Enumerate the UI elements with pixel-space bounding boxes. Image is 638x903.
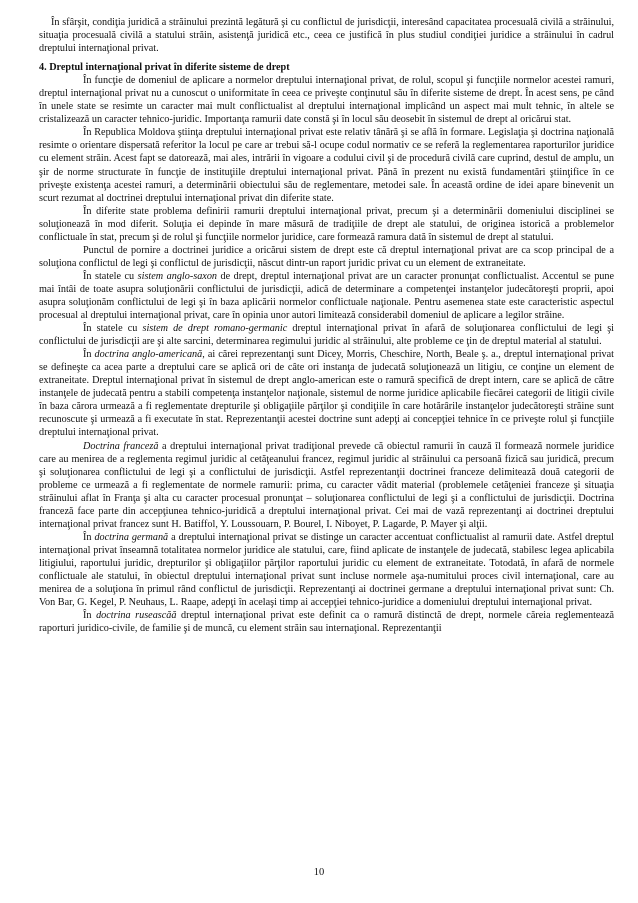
paragraph-7-rest: , ai cărei reprezentanţi sunt Dicey, Morris, Cheschire, North, Beale ş. a., dreptul internaţional privat se defineşte ca acea parte a dreptului care se aplică ori de câte ori instanţa de judecată soluţionează un litigiu, ce conţine un element de extraneitate. Dreptul internaţional privat în sistemul de drept anglo-american este o ramură specifică de drept intern, care se aplică de către instanţele de judecată pentru a stabili competenţa instanţelor naţionale, sistemul de norme juridice aplicabile fiecărei categorii de litigii civile în baza cărora urmează a fi reglementate drepturile şi obligaţiile părţilor şi condiţiile în care hotărârile instanţelor judecătoreşti străine sunt recunoscute şi urmează a fi executate în stat. Reprezentanţii acestei doctrine sunt adepţi ai concepţiei tehnice în ce priveşte rolul şi funcţiile dreptului internaţional privat. bbox=[39, 349, 614, 439]
paragraph-7 bbox=[39, 348, 614, 439]
paragraph-5-lead: În statele cu bbox=[83, 270, 138, 282]
paragraph-10-emphasis: doctrina ruseascăă bbox=[96, 610, 177, 622]
paragraph-4: Punctul de pornire a doctrinei juridice a oricărui sistem de drept este că dreptul internaţional privat are ca scop principal de a soluţiona conflictul de legi şi conflictul de jurisdicţii, născut dintr-un raport juridic privat cu un element de extraneitate. bbox=[39, 244, 614, 269]
paragraph-1: În funcţie de domeniul de aplicare a normelor dreptului internaţional privat, de rolul, scopul şi funcţiile normelor acestei ramuri, dreptul internaţional privat nu a cunoscut o uniformitate în ceea ce priveşte conţinutul său în diferite sisteme de drept. În acest sens, pe când în unele state se resimte un caracter mai mult conflictualist al dreptului internaţional implicând un aspect mai mult tehnic, în altele se cristalizează un caracter tehnico-juridic. Importanţa ramurii date constă şi în locul său deosebit în sistemul de drept al oricărui stat. bbox=[39, 75, 614, 126]
paragraph-2: În Republica Moldova ştiinţa dreptului internaţional privat este relativ tânără şi se află în formare. Legislaţia şi doctrina naţională resimte o orientare dispersată referitor la locul pe care ar trebui să-l ocupe codul normativ ce se referă la reglementarea raporturilor juridice cu element străin. Acest fapt se datorează, mai ales, intrării în vigoare a codului civil şi de procedură civilă care cuprind, destul de amplu, un şir de norme structurate în funcţie de instituţiile dreptului internaţional privat. Până în prezent nu există fundamentări ştiinţifice în ce priveşte existenţa acestei ramuri, a determinării obiectului său de reglementare, metodei sale. În această ordine de idei apare binevenit un scurt rezumat al doctrinei dreptului internaţional privat din diferite state. bbox=[39, 127, 614, 204]
page-number: 10 bbox=[313, 867, 325, 878]
paragraph-10 bbox=[39, 609, 614, 635]
paragraph-6-emphasis: sistem de drept romano-germanic bbox=[142, 323, 288, 335]
paragraph-8-emphasis: Doctrina franceză bbox=[83, 440, 159, 452]
paragraph-5-emphasis: sistem anglo-saxon bbox=[137, 270, 218, 282]
paragraph-6 bbox=[39, 322, 614, 348]
section-heading: 4. Dreptul internaţional privat în diferite sisteme de drept bbox=[39, 62, 290, 74]
paragraph-6-rest: dreptul internaţional privat în afară de soluţionarea conflictului de legi şi conflictului de jurisdicţii are şi alte sarcini, determinarea regimului juridic al străinului, alte probleme ce ţin de dreptul material al statului. bbox=[39, 323, 614, 348]
paragraph-9-lead: În bbox=[83, 531, 95, 543]
paragraph-10-rest: dreptul internaţional privat este definit ca o ramură distinctă de drept, normele căreia reglementează raporturi juridico-civile, de familie şi de muncă, cu element străin sau internaţional. Reprezentanţii bbox=[39, 610, 614, 635]
paragraph-10-lead: În bbox=[83, 610, 97, 622]
paragraph-8 bbox=[39, 440, 614, 531]
paragraph-7-lead: În bbox=[83, 349, 95, 361]
paragraph-9-rest: a dreptului internaţional privat se distinge un caracter accentuat conflictualist al ramurii date. Astfel dreptul internaţional privat înseamnă totalitatea normelor juridice ale statului, care, fiind aplicate de instanţele de judecată, stabilesc legea aplicabila litigiului, raportului juridic, drepturilor şi obligaţiilor părţilor raportului juridic cu element de extraneitate. Totodată, în afară de normele conflictuale ale statului, în obiectul dreptului internaţional privat sunt incluse normele aşa-numitului proces civil internaţional, care au menirea de a soluţiona în primul rând conflictul de jurisdicţii. Reprezentanţi ai doctrinei germane a dreptului internaţional privat sunt: Ch. Von Bar, G. Kegel, P. Neuhaus, L. Raape, adepţi în acelaşi timp ai accepţiei tehnico-juridice a domeniului dreptului internaţional privat. bbox=[39, 531, 614, 609]
paragraph-5-rest: de drept, dreptul internaţional privat are un caracter pronunţat conflictualist. Accentul se pune mai întâi de toate asupra soluţionării conflictului de jurisdicţii, adică de determinare a competenţei instanţelor judecătoreşti proprii, apoi asupra soluţionăm conflictului de legi şi în baza aplicării normelor conflictuale naţionale. Pentru asemenea state este caracteristic aspectul procesual al dreptului internaţional privat, care în opinia unor autori limitează considerabil domeniul de aplicare a legilor străine. bbox=[39, 270, 615, 322]
paragraph-7-emphasis: doctrina anglo-americană bbox=[94, 349, 203, 361]
paragraph-3: În diferite state problema definirii ramurii dreptului internaţional privat, precum şi a determinării domeniului disciplinei se soluţionează în mod diferit. Soluţia ei depinde în mare măsură de tradiţiile de drept ale statului, de originea istorică a problemelor conflictuale în stat, precum şi de rolul şi funcţiile normelor juridice, care formează ramura dată în sistemul de drept al statului. bbox=[39, 205, 614, 243]
paragraph-9-emphasis: doctrina germană bbox=[94, 531, 169, 543]
paragraph-9 bbox=[39, 531, 614, 609]
paragraph-6-lead: În statele cu bbox=[83, 323, 143, 335]
intro-paragraph: În sfârşit, condiţia juridică a străinului prezintă legătură şi cu conflictul de jurisdicţii, interesând capacitatea procesuală civilă a străinului, situaţia procesuală civilă a statului străin, asistenţă juridică etc., ceea ce justifică în plus studiul condiţiei juridice a străinului în cadrul dreptului internaţional privat. bbox=[39, 17, 614, 55]
paragraph-5 bbox=[39, 270, 614, 322]
paragraph-8-rest: a dreptului internaţional privat tradiţional prevede că obiectul ramurii în cauză îl formează normele juridice care au menirea de a reglementa regimul juridic al cetăţeanului francez, regimul juridic al străinului ca persoană fizică sau juridică, precum şi soluţionarea conflictului de legi şi a conflictului de jurisdicţii. Astfel reprezentanţii doctrinei franceze delimitează două categorii de probleme ce urmează a fi reglementate de normele ramurii: prima, cu caracter vădit material (problemele cetăţeniei franceze şi situaţia străinului aflat în Franţa şi alta cu caracter procesual pronunţat – soluţionarea conflictului de legi şi a conflictului de jurisdicţii. Doctrina franceză face parte din accepţiunea tehnico-juridică a dreptului internaţional privat. Cei mai de vază reprezentanţi ai doctrinei dreptului internaţional privat francez sunt H. Batiffol, Y. Loussouarn, P. Bourel, I. Niboyet, P. Lagarde, P. Mayer şi alţii. bbox=[39, 440, 614, 530]
